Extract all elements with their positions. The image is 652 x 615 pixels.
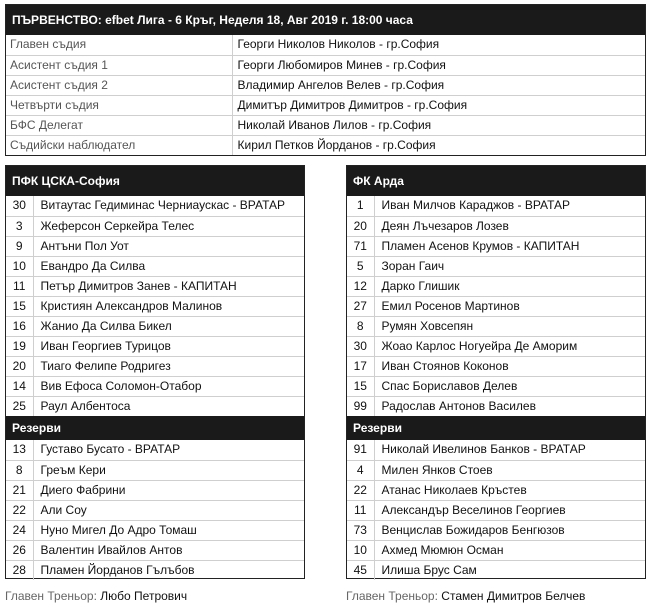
- player-row: [6, 216, 304, 236]
- player-name: Евандро Да Силва: [33, 256, 304, 276]
- player-number: 10: [6, 256, 33, 276]
- player-row: [347, 376, 645, 396]
- player-number: 20: [347, 216, 374, 236]
- player-row: [347, 236, 645, 256]
- official-person: Димитър Димитров Димитров - гр.София: [232, 95, 645, 115]
- player-number: 25: [6, 396, 33, 416]
- player-number: 73: [347, 520, 374, 540]
- player-number: 13: [6, 440, 33, 460]
- player-row: [6, 196, 304, 216]
- official-role: Съдийски наблюдател: [6, 135, 232, 155]
- official-person: Владимир Ангелов Велев - гр.София: [232, 75, 645, 95]
- player-number: 19: [6, 336, 33, 356]
- player-number: 1: [347, 196, 374, 216]
- player-number: 15: [6, 296, 33, 316]
- player-row: [6, 560, 304, 580]
- player-name: Жоао Карлос Ногуейра Де Аморим: [374, 336, 645, 356]
- match-header-prefix: ПЪРВЕНСТВО:: [12, 13, 102, 27]
- player-row: [347, 336, 645, 356]
- player-name: Нуно Мигел До Адро Томаш: [33, 520, 304, 540]
- player-number: 8: [6, 460, 33, 480]
- away-team-header: ФК Арда: [347, 166, 645, 196]
- player-number: 10: [347, 540, 374, 560]
- away-coach-label: Главен Треньор:: [346, 589, 438, 603]
- player-name: Александър Веселинов Георгиев: [374, 500, 645, 520]
- player-row: [6, 480, 304, 500]
- player-name: Жеферсон Серкейра Телес: [33, 216, 304, 236]
- player-number: 28: [6, 560, 33, 580]
- player-name: Иван Милчов Караджов - ВРАТАР: [381, 198, 571, 213]
- player-row: [347, 500, 645, 520]
- player-name: Пламен Йорданов Гълъбов: [33, 560, 304, 580]
- away-team-lineup: [346, 165, 646, 579]
- player-name: Иван Георгиев Турицов: [33, 336, 304, 356]
- away-coach-name: Стамен Димитров Белчев: [437, 589, 586, 603]
- player-number: 16: [6, 316, 33, 336]
- player-number: 3: [6, 216, 33, 236]
- player-number: 24: [6, 520, 33, 540]
- player-number: 17: [347, 356, 374, 376]
- player-number: 27: [347, 296, 374, 316]
- officials-table: [6, 35, 645, 155]
- player-row: [6, 376, 304, 396]
- player-row: [6, 520, 304, 540]
- official-person: Николай Иванов Лилов - гр.София: [232, 115, 645, 135]
- away-subs-header: Резерви: [347, 416, 645, 440]
- player-row: [347, 256, 645, 276]
- player-row: [347, 316, 645, 336]
- official-role: Главен съдия: [6, 35, 232, 55]
- player-name: Али Соу: [33, 500, 304, 520]
- player-name: Иван Стоянов Коконов: [374, 356, 645, 376]
- player-number: 21: [6, 480, 33, 500]
- player-number: 4: [347, 460, 374, 480]
- player-name: Вив Ефоса Соломон-Отабор: [33, 376, 304, 396]
- away-coach: [346, 589, 585, 603]
- player-row: [6, 256, 304, 276]
- player-name: Илиша Брус Сам: [374, 560, 645, 580]
- player-number: 71: [347, 236, 374, 256]
- home-subs-header: Резерви: [6, 416, 304, 440]
- match-header-text: efbet Лига - 6 Кръг, Неделя 18, Авг 2019 г. 18:00 часа: [101, 13, 413, 27]
- official-row: [6, 55, 645, 75]
- official-role: БФС Делегат: [6, 115, 232, 135]
- player-row: [6, 396, 304, 416]
- player-row: [347, 196, 645, 216]
- player-name: Емил Росенов Мартинов: [374, 296, 645, 316]
- player-name: Густаво Бусато - ВРАТАР: [40, 442, 181, 457]
- player-number: 30: [6, 196, 33, 216]
- official-row: [6, 35, 645, 55]
- player-number: 91: [347, 440, 374, 460]
- official-person: Кирил Петков Йорданов - гр.София: [232, 135, 645, 155]
- home-team-lineup: [5, 165, 305, 579]
- match-header: [6, 5, 645, 35]
- player-number: 20: [6, 356, 33, 376]
- player-name: Жанио Да Силва Бикел: [33, 316, 304, 336]
- player-name: Венцислав Божидаров Бенгюзов: [374, 520, 645, 540]
- player-name: Тиаго Фелипе Родригез: [33, 356, 304, 376]
- official-role: Асистент съдия 1: [6, 55, 232, 75]
- player-name: Петър Димитров Занев - КАПИТАН: [33, 276, 304, 296]
- player-row: [347, 216, 645, 236]
- player-number: 11: [347, 500, 374, 520]
- official-person: Георги Любомиров Минев - гр.София: [232, 55, 645, 75]
- player-name: Пламен Асенов Крумов - КАПИТАН: [374, 236, 645, 256]
- player-row: [6, 296, 304, 316]
- player-row: [347, 296, 645, 316]
- player-number: 22: [347, 480, 374, 500]
- player-name: Диего Фабрини: [33, 480, 304, 500]
- player-name: Ахмед Мюмюн Осман: [374, 540, 645, 560]
- home-coach: [5, 589, 187, 603]
- player-number: 22: [6, 500, 33, 520]
- player-name: Николай Ивелинов Банков - ВРАТАР: [381, 442, 586, 457]
- player-number: 11: [6, 276, 33, 296]
- player-number: 99: [347, 396, 374, 416]
- player-row: [347, 276, 645, 296]
- away-starters-table: [347, 196, 645, 416]
- match-info-table: [5, 4, 646, 156]
- player-row: [347, 440, 645, 460]
- player-row: [347, 396, 645, 416]
- player-number: 5: [347, 256, 374, 276]
- home-team-header: ПФК ЦСКА-София: [6, 166, 304, 196]
- player-row: [6, 440, 304, 460]
- official-row: [6, 95, 645, 115]
- player-name: Греъм Кери: [33, 460, 304, 480]
- player-number: 15: [347, 376, 374, 396]
- home-coach-name: Любо Петрович: [96, 589, 188, 603]
- player-row: [347, 480, 645, 500]
- official-row: [6, 115, 645, 135]
- player-row: [347, 460, 645, 480]
- player-name: Радослав Антонов Василев: [374, 396, 645, 416]
- official-role: Четвърти съдия: [6, 95, 232, 115]
- player-number: 26: [6, 540, 33, 560]
- home-coach-label: Главен Треньор:: [5, 589, 97, 603]
- player-row: [6, 540, 304, 560]
- player-number: 12: [347, 276, 374, 296]
- official-role: Асистент съдия 2: [6, 75, 232, 95]
- away-subs-table: [347, 440, 645, 580]
- official-person: Георги Николов Николов - гр.София: [237, 37, 440, 52]
- player-row: [6, 316, 304, 336]
- player-number: 14: [6, 376, 33, 396]
- home-starters-table: [6, 196, 304, 416]
- player-row: [347, 520, 645, 540]
- home-subs-table: [6, 440, 304, 580]
- player-name: Спас Бориславов Делев: [374, 376, 645, 396]
- player-row: [6, 236, 304, 256]
- player-name: Атанас Николаев Кръстев: [374, 480, 645, 500]
- player-name: Валентин Ивайлов Антов: [33, 540, 304, 560]
- player-number: 45: [347, 560, 374, 580]
- player-name: Зоран Гаич: [374, 256, 645, 276]
- player-name: Раул Албентоса: [33, 396, 304, 416]
- player-number: 8: [347, 316, 374, 336]
- player-number: 9: [6, 236, 33, 256]
- player-name: Румян Ховсепян: [374, 316, 645, 336]
- player-number: 30: [347, 336, 374, 356]
- player-row: [6, 356, 304, 376]
- player-row: [6, 460, 304, 480]
- player-name: Антъни Пол Уот: [33, 236, 304, 256]
- official-row: [6, 75, 645, 95]
- player-row: [347, 356, 645, 376]
- player-row: [6, 336, 304, 356]
- player-name: Милен Янков Стоев: [374, 460, 645, 480]
- player-row: [347, 540, 645, 560]
- player-row: [347, 560, 645, 580]
- player-row: [6, 276, 304, 296]
- player-name: Витаутас Гедиминас Черниаускас - ВРАТАР: [40, 198, 286, 213]
- player-name: Деян Лъчезаров Лозев: [374, 216, 645, 236]
- player-name: Дарко Глишик: [374, 276, 645, 296]
- player-row: [6, 500, 304, 520]
- player-name: Кристиян Александров Малинов: [33, 296, 304, 316]
- official-row: [6, 135, 645, 155]
